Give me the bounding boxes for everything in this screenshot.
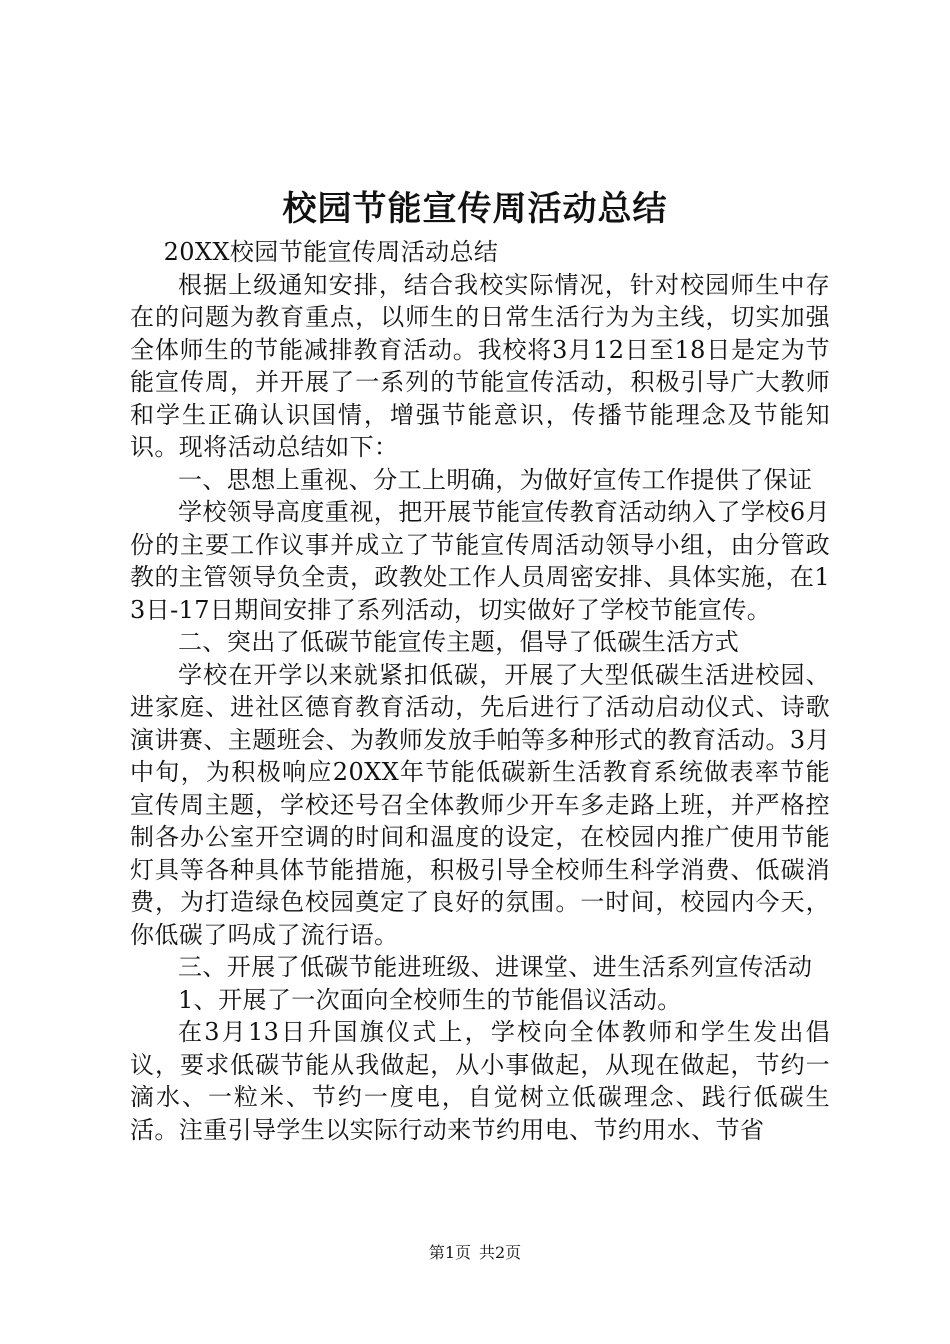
page-total: 共2页: [479, 1243, 522, 1262]
paragraph-intro: 根据上级通知安排，结合我校实际情况，针对校园师生中存在的问题为教育重点，以师生的日常生活行为为主线，切实加强全体师生的节能减排教育活动。我校将3月12日至18日是定为节能宣传周，并开展了一系列的节能宣传活动，积极引导广大教师和学生正确认识国情，增强节能意识，传播节能理念及节能知识。现将活动总结如下：: [130, 270, 830, 461]
document-title: 校园节能宣传周活动总结: [282, 189, 668, 229]
section-heading-2: 二、突出了低碳节能宣传主题，倡导了低碳生活方式: [178, 628, 740, 656]
document-body: [130, 236, 830, 1146]
page-footer: [0, 1242, 950, 1264]
paragraph-section-1: 学校领导高度重视，把开展节能宣传教育活动纳入了学校6月份的主要工作议事并成立了节能宣传周活动领导小组，由分管政教的主管领导负全责，政教处工作人员周密安排、具体实施，在13日-17日期间安排了系列活动，切实做好了学校节能宣传。: [130, 498, 830, 624]
document-subtitle: 20XX校园节能宣传周活动总结: [163, 238, 499, 266]
subsection-heading-1: 1、开展了一次面向全校师生的节能倡议活动。: [178, 985, 682, 1014]
page-number: 第1页: [428, 1243, 471, 1262]
paragraph-section-2: 学校在开学以来就紧扣低碳，开展了大型低碳生活进校园、进家庭、进社区德育教育活动，先后进行了活动启动仪式、诗歌演讲赛、主题班会、为教师发放手帕等多种形式的教育活动。3月中旬，为积极响应20XX年节能低碳新生活教育系统做表率节能宣传周主题，学校还号召全体教师少开车多走路上班，并严格控制各办公室开空调的时间和温度的设定，在校园内推广使用节能灯具等各种具体节能措施，积极引导全校师生科学消费、低碳消费，为打造绿色校园奠定了良好的氛围。一时间，校园内今天，你低碳了吗成了流行语。: [130, 660, 830, 949]
section-heading-3: 三、开展了低碳节能进班级、进课堂、进生活系列宣传活动: [178, 953, 813, 981]
section-heading-1: 一、思想上重视、分工上明确，为做好宣传工作提供了保证: [178, 465, 813, 494]
paragraph-subsection-1: 在3月13日升国旗仪式上，学校向全体教师和学生发出倡议，要求低碳节能从我做起，从小事做起，从现在做起，节约一滴水、一粒米、节约一度电，自觉树立低碳理念、践行低碳生活。注重引导学生以实际行动来节约用电、节约用水、节省: [130, 1018, 830, 1144]
